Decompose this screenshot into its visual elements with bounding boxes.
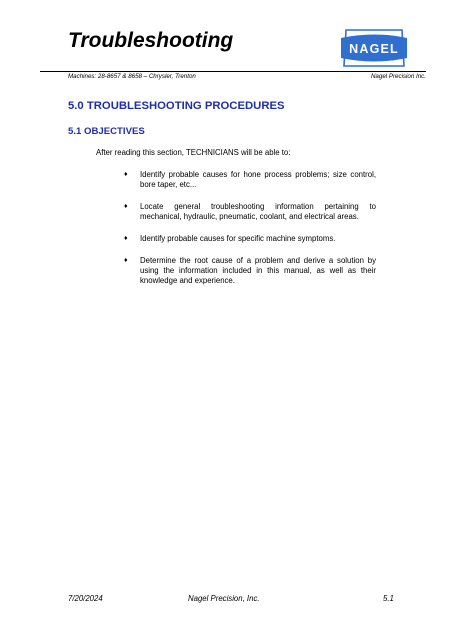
page-number: 5.1 — [383, 594, 394, 603]
objectives-list — [124, 170, 376, 298]
document-title: Troubleshooting — [68, 29, 234, 52]
footer-company: Nagel Precision, Inc. — [188, 594, 260, 603]
objective-text: Locate general troubleshooting information pertaining to mechanical, hydraulic, pneumatic, coolant, and electrical areas. — [140, 202, 376, 221]
intro-text: After reading this section, TECHNICIANS will be able to: — [96, 148, 291, 157]
logo-text: NAGEL — [349, 42, 399, 56]
section-heading: 5.0 TROUBLESHOOTING PROCEDURES — [68, 100, 285, 112]
footer-date: 7/20/2024 — [68, 594, 103, 603]
header-machines: Machines: 28-8657 & 8658 – Chrysler, Trenton — [68, 73, 196, 80]
objective-text: Identify probable causes for hone process problems; size control, bore taper, etc... — [140, 170, 376, 189]
objective-item — [124, 256, 376, 286]
nagel-logo — [336, 28, 412, 70]
diamond-bullet-icon: ♦ — [124, 235, 128, 242]
header-rule — [40, 71, 426, 72]
diamond-bullet-icon: ♦ — [124, 171, 128, 178]
diamond-bullet-icon: ♦ — [124, 203, 128, 210]
subsection-heading: 5.1 OBJECTIVES — [68, 126, 145, 137]
objective-item — [124, 170, 376, 190]
objective-text: Identify probable causes for specific machine symptoms. — [140, 234, 336, 243]
objective-item — [124, 234, 376, 244]
diamond-bullet-icon: ♦ — [124, 257, 128, 264]
objective-item — [124, 202, 376, 222]
header-company: Nagel Precision Inc. — [370, 73, 426, 80]
objective-text: Determine the root cause of a problem and derive a solution by using the information included in this manual, as well as their knowledge and experience. — [140, 256, 376, 285]
